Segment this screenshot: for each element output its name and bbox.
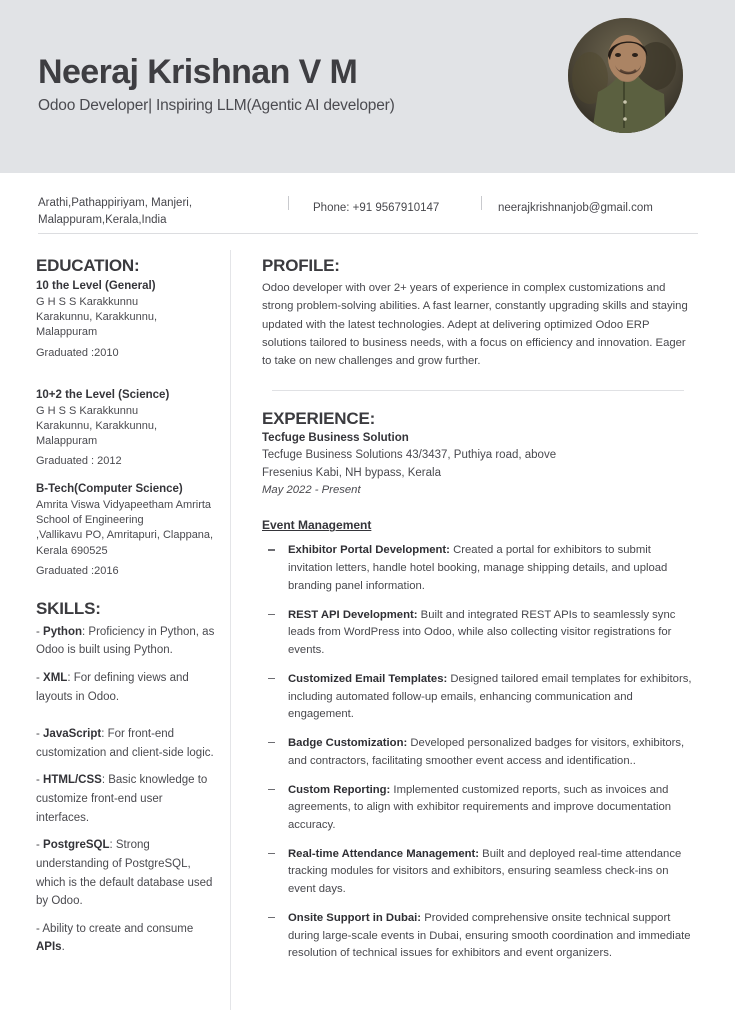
spacer xyxy=(36,715,216,725)
skill-item: - Python: Proficiency in Python, as Odoo is built using Python. xyxy=(36,625,215,657)
spacer xyxy=(36,471,216,483)
education-degree: B-Tech(Computer Science) xyxy=(36,483,183,496)
list-item: REST API Development: Built and integrated REST APIs to seamlessly sync leads from WordPress into Odoo, while also collecting visitor registrations for events. xyxy=(262,607,694,660)
experience-heading: EXPERIENCE: xyxy=(262,409,376,429)
education-location: Karakunnu, Karakkunnu, Malappuram xyxy=(36,419,158,447)
education-location: Karakunnu, Karakkunnu, Malappuram xyxy=(36,311,158,339)
header-subtitle: Odoo Developer| Inspiring LLM(Agentic AI developer) xyxy=(38,97,395,114)
contact-separator-2 xyxy=(481,196,482,210)
contact-email[interactable]: neerajkrishnanjob@gmail.com xyxy=(498,202,653,214)
bullet-dash-icon xyxy=(268,742,275,743)
list-item: Real-time Attendance Management: Built and deployed real-time attendance tracking modules for visitors and exhibitors, ensuring seamless check-ins on event days. xyxy=(262,846,694,899)
right-column xyxy=(262,256,694,974)
skill-item: - JavaScript: For front-end customization and client-side logic. xyxy=(36,728,214,759)
skill-item: - HTML/CSS: Basic knowledge to customize front-end user interfaces. xyxy=(36,774,208,824)
education-degree: 10 the Level (General) xyxy=(36,280,156,292)
profile-heading: PROFILE: xyxy=(262,256,340,275)
list-item: Badge Customization: Developed personalized badges for visitors, exhibitors, and contractors, facilitating smoother event access and identification.. xyxy=(262,735,694,770)
section-rule xyxy=(272,390,684,391)
education-school: G H S S Karakkunnu xyxy=(36,404,139,417)
list-item: Customized Email Templates: Designed tailored email templates for exhibitors, including automated follow-up emails, enhancing communication and engagement. xyxy=(262,671,694,724)
list-item: Onsite Support in Dubai: Provided comprehensive onsite technical support during large-scale events in Dubai, ensuring smooth coordination and immediate resolution of technical issues for exhibitors and event organizers. xyxy=(262,910,694,963)
bullet-dash-icon xyxy=(268,678,275,679)
skill-item: - XML: For defining views and layouts in Odoo. xyxy=(36,671,189,703)
bullet-dash-icon xyxy=(268,853,275,854)
education-school: G H S S Karakkunnu xyxy=(36,296,139,308)
education-school: Amrita Viswa Vidyapeetham Amrirta School of Engineering xyxy=(36,499,212,527)
contact-phone[interactable]: Phone: +91 9567910147 xyxy=(313,202,440,214)
avatar xyxy=(568,18,683,133)
experience-subheading: Event Management xyxy=(262,518,372,533)
bullet-dash-icon xyxy=(268,549,275,550)
profile-photo-icon xyxy=(568,18,683,133)
left-column xyxy=(36,256,216,966)
education-graduated: Graduated : 2012 xyxy=(36,455,122,468)
skill-item: - Ability to create and consume APIs. xyxy=(36,922,194,954)
spacer xyxy=(36,363,216,389)
profile-text: Odoo developer with over 2+ years of experience in complex customizations and strong problem-solving abilities. A fast learner, constantly upgrading skills and staying updated with the latest technologies. Adept at delivering optimized Odoo ERP solutions tailored to business needs, with a focus on efficiency and innovation. Eager to take on new challenges and grow further. xyxy=(262,282,688,368)
column-divider xyxy=(230,250,231,1010)
experience-dates: May 2022 - Present xyxy=(262,484,361,497)
contact-separator-1 xyxy=(288,196,289,210)
skill-item: - PostgreSQL: Strong understanding of PostgreSQL, which is the default database used by Odoo. xyxy=(36,839,213,908)
bullet-dash-icon xyxy=(268,614,275,615)
experience-address-line-2: Fresenius Kabi, NH bypass, Kerala xyxy=(262,466,441,479)
education-graduated: Graduated :2016 xyxy=(36,564,119,577)
skills-heading: SKILLS: xyxy=(36,598,101,618)
contact-address: Arathi,Pathappiriyam, Manjeri, Malappuram,Kerala,India xyxy=(38,197,193,226)
education-heading: EDUCATION: xyxy=(36,256,140,275)
contact-bar xyxy=(0,173,735,237)
list-item: Custom Reporting: Implemented customized reports, such as invoices and agreements, to align with exhibitor requirements and improve documentation accuracy. xyxy=(262,782,694,835)
list-item: Exhibitor Portal Development: Created a portal for exhibitors to submit invitation letters, handle hotel booking, manage shipping details, and upload branding panel information. xyxy=(262,542,694,595)
bullet-dash-icon xyxy=(268,917,275,918)
skills-section xyxy=(36,599,216,957)
education-location: ,Vallikavu PO, Amritapuri, Clappana, Kerala 690525 xyxy=(36,529,214,557)
education-degree: 10+2 the Level (Science) xyxy=(36,388,170,401)
education-item xyxy=(36,280,216,359)
page-title: Neeraj Krishnan V M xyxy=(38,53,358,91)
education-item xyxy=(36,483,216,577)
experience-company: Tecfuge Business Solution xyxy=(262,432,409,445)
bullet-dash-icon xyxy=(268,789,275,790)
experience-address-line-1: Tecfuge Business Solutions 43/3437, Puthiya road, above xyxy=(262,449,557,462)
education-graduated: Graduated :2010 xyxy=(36,346,119,359)
resume-header xyxy=(0,0,735,173)
experience-bullet-list xyxy=(262,542,694,963)
education-item xyxy=(36,389,216,468)
contact-rule xyxy=(38,233,698,234)
